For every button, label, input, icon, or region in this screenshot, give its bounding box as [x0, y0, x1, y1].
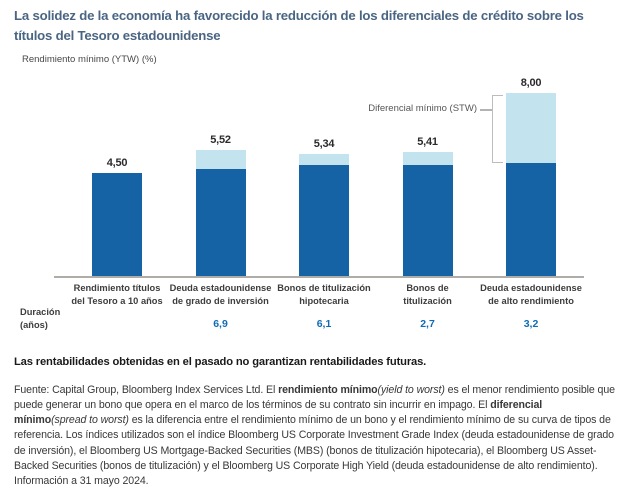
bar-category-label — [474, 282, 588, 307]
bar-value-label: 5,41 — [417, 136, 438, 148]
bar-category-label-line2: hipotecaria — [299, 295, 349, 306]
bar-category-label-line1: Deuda estadounidense — [480, 283, 582, 293]
bar-yield-segment — [196, 169, 246, 276]
y-axis-label: Rendimiento mínimo (YTW) (%) — [22, 54, 157, 65]
source-text: Fuente: Capital Group, Bloomberg Index Services Ltd. El — [14, 383, 279, 396]
bar-value-label: 8,00 — [520, 77, 542, 89]
bar-yield-segment — [403, 165, 453, 276]
bar-category-label — [164, 282, 278, 307]
bar-duration-value: 6,9 — [213, 318, 228, 330]
past-performance-disclaimer: Las rentabilidades obtenidas en el pasado no garantizan rentabilidades futuras. — [14, 356, 427, 368]
annotation-connector-line — [480, 109, 492, 111]
duration-axis-label-line1: Duración — [20, 307, 61, 317]
bar-value-label: 5,34 — [313, 138, 335, 150]
bar-spread-segment — [196, 150, 246, 169]
bar-category-label-line1: Deuda estadounidense — [169, 283, 272, 293]
source-term-stw-en: (spread to worst) — [51, 414, 129, 427]
bar-yield-segment — [299, 165, 349, 276]
source-term-ytw-en: (yield to worst) — [377, 383, 445, 396]
bar-category-label — [60, 282, 174, 307]
x-axis-line — [54, 276, 584, 278]
duration-axis-label-line2: (años) — [20, 320, 48, 330]
bar-category-label-line1: Rendimiento títulos — [73, 283, 161, 293]
bar-category-label-line1: Bonos de — [406, 283, 449, 293]
bar-yield-segment — [92, 173, 142, 276]
bar-duration-value: 6,1 — [316, 318, 332, 330]
source-note — [14, 383, 616, 490]
bar-category-label — [371, 282, 485, 307]
bar-yield-segment — [506, 163, 556, 276]
bar-value-label: 4,50 — [106, 157, 128, 169]
source-term-stw: diferencial mínimo — [14, 398, 543, 427]
source-term-ytw: rendimiento mínimo — [278, 383, 378, 396]
source-text: es la diferencia entre el rendimiento mínimo de un bono y el rendimiento mínimo de su curva de tipos de referencia. Los índices utilizados son el índice Bloomberg US Corporate Investment Grade Index (deuda estadounidense de grado de inversión), el Bloomberg US Mortgage-Backed Securities (MBS) (bonos de titulización hipotecaria), el Bloomberg US Asset-Backed Securities (bonos de titulización) y el Bloomberg US Corporate High Yield (deuda estadounidense de alto rendimiento). Información a 31 mayo 2024. — [14, 414, 614, 488]
bar-category-label-line2: titulización — [403, 295, 452, 306]
bar-category-label — [267, 282, 381, 307]
bar-spread-segment — [299, 154, 349, 165]
spread-annotation-label: Diferencial mínimo (STW) — [368, 103, 477, 114]
spread-bracket — [492, 95, 503, 163]
bar-category-label-line2: del Tesoro a 10 años — [71, 295, 163, 306]
bar-category-label-line1: Bonos de titulización — [277, 283, 371, 293]
source-text: es el menor rendimiento posible que puede generar un bono que opera en el marco de los términos de su contrato sin incurrir en impago. El — [14, 383, 615, 411]
bar-duration-value: 3,2 — [523, 318, 539, 330]
bar-category-label-line2: de grado de inversión — [172, 295, 269, 306]
bar-spread-segment — [403, 152, 453, 165]
bar-category-label-line2: de alto rendimiento — [488, 295, 574, 306]
bar-value-label: 5,52 — [210, 134, 231, 146]
chart-title: La solidez de la economía ha favorecido la reducción de los diferenciales de crédito sobre los títulos del Tesoro estadounidense — [14, 8, 584, 43]
duration-axis-label — [20, 306, 60, 332]
bar-spread-segment — [506, 93, 556, 163]
bar-duration-value: 2,7 — [420, 318, 435, 330]
